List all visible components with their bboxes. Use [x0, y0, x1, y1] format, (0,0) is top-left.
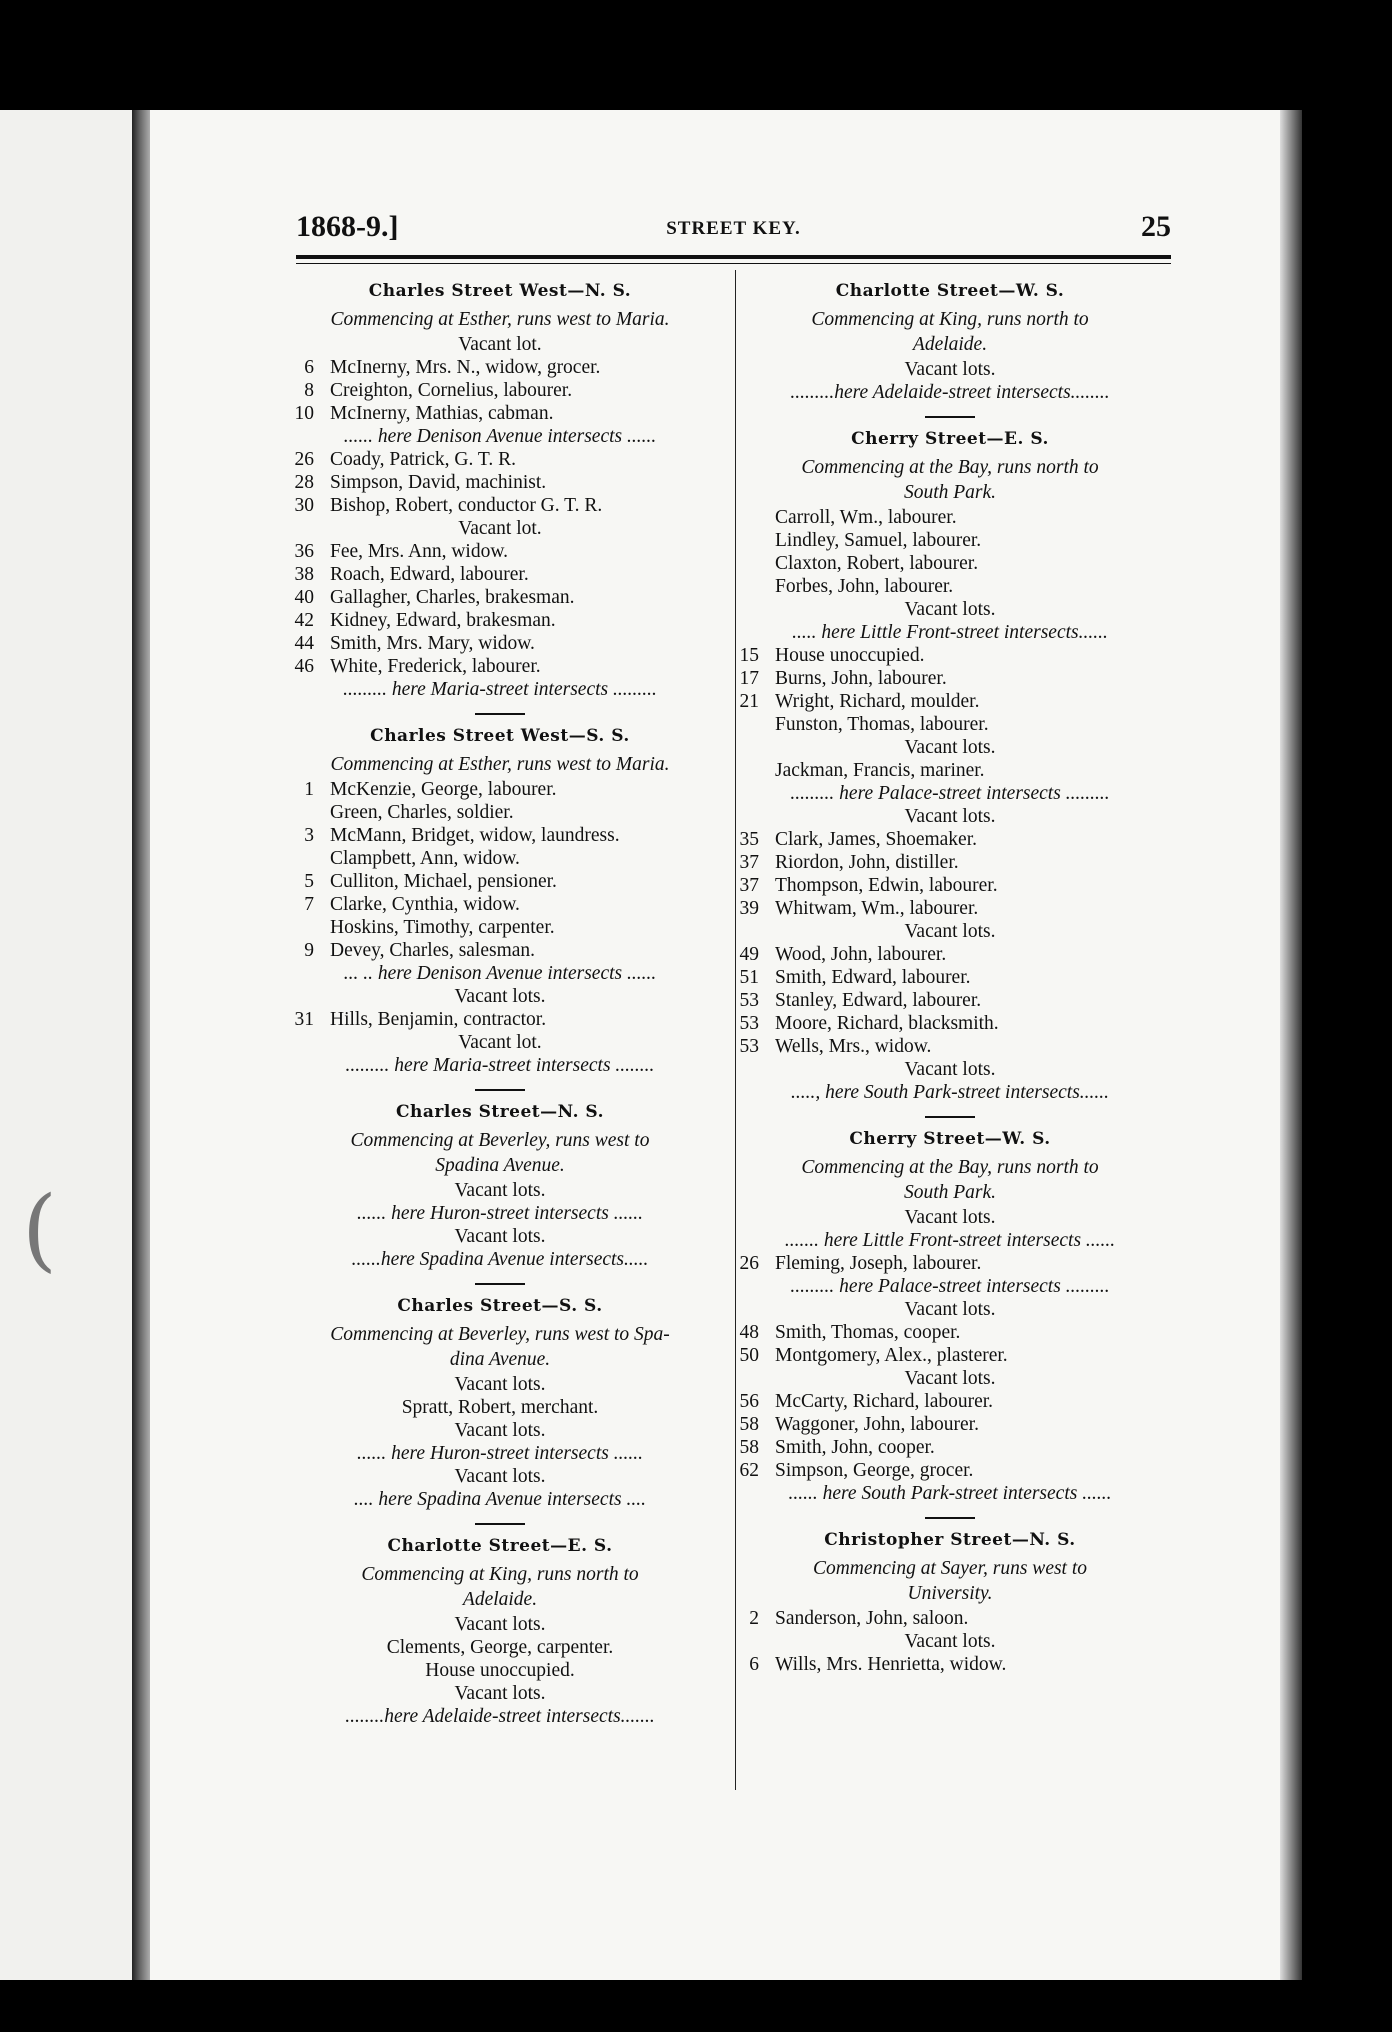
resident-entry: [725, 1321, 1175, 1344]
house-number: 15: [739, 645, 759, 666]
street-heading: Cherry Street—E. S.: [851, 429, 1049, 449]
resident-text: Hills, Benjamin, contractor.: [330, 1009, 547, 1030]
resident-text: Lindley, Samuel, labourer.: [775, 530, 982, 551]
resident-text: Wills, Mrs. Henrietta, widow.: [775, 1654, 1007, 1675]
street-description: Spadina Avenue.: [435, 1155, 565, 1176]
resident-entry: [725, 575, 1175, 598]
resident-text: Clampbett, Ann, widow.: [330, 848, 520, 869]
resident-entry: [725, 506, 1175, 529]
resident-entry: [725, 989, 1175, 1012]
house-number: 53: [739, 1036, 759, 1057]
house-number: 58: [739, 1437, 759, 1458]
resident-entry: [280, 402, 720, 425]
resident-text: Wright, Richard, moulder.: [775, 691, 980, 712]
resident-text: Creighton, Cornelius, labourer.: [330, 380, 573, 401]
resident-text: Whitwam, Wm., labourer.: [775, 898, 979, 919]
intersection-line: ........here Adelaide-street intersects.......: [345, 1706, 655, 1727]
resident-entry: [725, 851, 1175, 874]
house-number: 9: [304, 940, 314, 961]
resident-entry: [725, 1252, 1175, 1275]
street-description: Commencing at Beverley, runs west to Spa-: [330, 1324, 670, 1345]
street-heading: Charlotte Street—E. S.: [387, 1536, 613, 1556]
resident-entry: [725, 828, 1175, 851]
resident-text: Culliton, Michael, pensioner.: [330, 871, 557, 892]
resident-entry: [280, 655, 720, 678]
street-heading: Charles Street West—N. S.: [368, 281, 632, 301]
entry-line: Vacant lots.: [904, 737, 996, 758]
house-number: 46: [294, 656, 314, 677]
street-description: Commencing at Sayer, runs west to: [812, 1558, 1088, 1579]
resident-entry: [280, 824, 720, 847]
header-title: STREET KEY.: [666, 218, 801, 239]
house-number: 36: [294, 541, 314, 562]
house-number: 7: [304, 894, 314, 915]
resident-text: Sanderson, John, saloon.: [775, 1608, 969, 1629]
entry-line: Vacant lots.: [904, 806, 996, 827]
house-number: 26: [739, 1253, 759, 1274]
entry-line: House unoccupied.: [425, 1660, 575, 1681]
street-description: Commencing at Beverley, runs west to: [350, 1130, 650, 1151]
resident-entry: [280, 379, 720, 402]
resident-entry: [280, 916, 720, 939]
page-number: 25: [1141, 210, 1171, 243]
resident-text: Smith, Thomas, cooper.: [775, 1322, 961, 1343]
street-description: Commencing at King, runs north to: [811, 309, 1089, 330]
resident-text: McKenzie, George, labourer.: [330, 779, 557, 800]
entry-line: Clements, George, carpenter.: [386, 1637, 614, 1658]
resident-text: Forbes, John, labourer.: [775, 576, 954, 597]
house-number: 44: [294, 633, 314, 654]
facing-page-edge: [0, 110, 150, 1980]
resident-text: Funston, Thomas, labourer.: [775, 714, 989, 735]
intersection-line: ...... here Denison Avenue intersects ......: [343, 426, 657, 447]
resident-text: Smith, John, cooper.: [775, 1437, 935, 1458]
section-separator: [475, 713, 525, 715]
street-description: Adelaide.: [912, 334, 988, 355]
intersection-line: ....... here Little Front-street intersects ......: [784, 1230, 1116, 1251]
resident-text: Wood, John, labourer.: [775, 944, 947, 965]
house-number: 40: [294, 587, 314, 608]
street-description: Commencing at King, runs north to: [361, 1564, 639, 1585]
entry-line: Vacant lot.: [458, 518, 542, 539]
entry-line: Spratt, Robert, merchant.: [401, 1397, 599, 1418]
resident-entry: [725, 874, 1175, 897]
street-heading: Charles Street—N. S.: [395, 1102, 605, 1122]
resident-entry: [725, 1413, 1175, 1436]
entry-line: Vacant lots.: [904, 1059, 996, 1080]
margin-bracket-mark: (: [22, 1177, 58, 1282]
resident-text: McInerny, Mathias, cabman.: [330, 403, 554, 424]
house-number: 37: [739, 875, 759, 896]
street-description: South Park.: [903, 1182, 997, 1203]
resident-entry: [725, 943, 1175, 966]
intersection-line: ...... here Huron-street intersects ......: [357, 1443, 643, 1464]
intersection-line: ......... here Palace-street intersects .........: [790, 783, 1110, 804]
house-number: 38: [294, 564, 314, 585]
resident-text: Fleming, Joseph, labourer.: [775, 1253, 982, 1274]
resident-text: Kidney, Edward, brakesman.: [330, 610, 556, 631]
section-separator: [475, 1523, 525, 1525]
resident-entry: [725, 1459, 1175, 1482]
entry-line: Vacant lots.: [454, 986, 546, 1007]
resident-text: Clarke, Cynthia, widow.: [330, 894, 520, 915]
house-number: 53: [739, 990, 759, 1011]
resident-text: Waggoner, John, labourer.: [775, 1414, 979, 1435]
intersection-line: .... here Spadina Avenue intersects ....: [354, 1489, 646, 1510]
resident-entry: [280, 801, 720, 824]
intersection-line: ....., here South Park-street intersects......: [790, 1082, 1110, 1103]
intersection-line: ...... here South Park-street intersects ......: [788, 1483, 1112, 1504]
resident-entry: [725, 644, 1175, 667]
resident-text: House unoccupied.: [775, 645, 925, 666]
header-rule: [296, 255, 1171, 259]
house-number: 51: [739, 967, 759, 988]
resident-entry: [280, 494, 720, 517]
entry-line: Vacant lots.: [904, 1368, 996, 1389]
resident-text: Riordon, John, distiller.: [775, 852, 959, 873]
resident-entry: [725, 529, 1175, 552]
intersection-line: .........here Adelaide-street intersects........: [790, 382, 1110, 403]
resident-text: Simpson, David, machinist.: [330, 472, 547, 493]
resident-text: Burns, John, labourer.: [775, 668, 947, 689]
street-description: University.: [907, 1583, 993, 1604]
resident-entry: [725, 552, 1175, 575]
resident-entry: [725, 1035, 1175, 1058]
resident-text: Green, Charles, soldier.: [330, 802, 514, 823]
page-edge: [1280, 110, 1302, 1980]
resident-entry: [725, 1012, 1175, 1035]
resident-entry: [280, 632, 720, 655]
house-number: 26: [294, 449, 314, 470]
entry-line: Vacant lots.: [454, 1420, 546, 1441]
resident-entry: [280, 540, 720, 563]
house-number: 37: [739, 852, 759, 873]
street-description: Adelaide.: [462, 1589, 538, 1610]
house-number: 6: [304, 357, 314, 378]
resident-text: Moore, Richard, blacksmith.: [775, 1013, 999, 1034]
book-gutter: [132, 110, 152, 1980]
house-number: 39: [739, 898, 759, 919]
resident-text: Coady, Patrick, G. T. R.: [330, 449, 516, 470]
resident-text: McInerny, Mrs. N., widow, grocer.: [330, 357, 601, 378]
street-heading: Charlotte Street—W. S.: [835, 281, 1065, 301]
street-heading: Charles Street West—S. S.: [370, 726, 630, 746]
house-number: 8: [304, 380, 314, 401]
resident-entry: [725, 1653, 1175, 1676]
entry-line: Vacant lot.: [458, 334, 542, 355]
resident-entry: [280, 356, 720, 379]
section-separator: [475, 1283, 525, 1285]
intersection-line: ......... here Maria-street intersects ........: [345, 1055, 655, 1076]
left-column: [280, 270, 720, 1728]
house-number: 48: [739, 1322, 759, 1343]
street-description: dina Avenue.: [449, 1349, 551, 1370]
resident-text: Hoskins, Timothy, carpenter.: [330, 917, 555, 938]
house-number: 30: [294, 495, 314, 516]
entry-line: Vacant lots.: [454, 1466, 546, 1487]
house-number: 2: [749, 1608, 759, 1629]
resident-text: Devey, Charles, salesman.: [330, 940, 536, 961]
house-number: 31: [294, 1009, 314, 1030]
intersection-line: ... .. here Denison Avenue intersects ......: [343, 963, 657, 984]
entry-line: Vacant lot.: [458, 1032, 542, 1053]
street-heading: Charles Street—S. S.: [397, 1296, 603, 1316]
entry-line: Vacant lots.: [904, 1299, 996, 1320]
house-number: 17: [739, 668, 759, 689]
street-description: Commencing at Esther, runs west to Maria.: [330, 754, 670, 775]
house-number: 21: [739, 691, 759, 712]
resident-text: Montgomery, Alex., plasterer.: [775, 1345, 1008, 1366]
house-number: 42: [294, 610, 314, 631]
resident-entry: [725, 1344, 1175, 1367]
entry-line: Vacant lots.: [454, 1683, 546, 1704]
intersection-line: ...... here Huron-street intersects ......: [357, 1203, 643, 1224]
header-year: 1868-9.]: [296, 210, 399, 243]
house-number: 3: [304, 825, 314, 846]
resident-text: McMann, Bridget, widow, laundress.: [330, 825, 620, 846]
resident-text: Stanley, Edward, labourer.: [775, 990, 982, 1011]
entry-line: Vacant lots.: [904, 1631, 996, 1652]
running-header: [296, 210, 1171, 250]
house-number: 1: [304, 779, 314, 800]
resident-entry: [725, 966, 1175, 989]
resident-text: Thompson, Edwin, labourer.: [775, 875, 998, 896]
resident-text: Jackman, Francis, mariner.: [775, 760, 985, 781]
resident-text: Fee, Mrs. Ann, widow.: [330, 541, 509, 562]
entry-line: Vacant lots.: [904, 921, 996, 942]
resident-text: Clark, James, Shoemaker.: [775, 829, 977, 850]
street-description: Commencing at the Bay, runs north to: [801, 1157, 1099, 1178]
section-separator: [925, 1116, 975, 1118]
resident-entry: [280, 563, 720, 586]
entry-line: Vacant lots.: [904, 599, 996, 620]
resident-text: Claxton, Robert, labourer.: [775, 553, 979, 574]
entry-line: Vacant lots.: [454, 1374, 546, 1395]
section-separator: [475, 1089, 525, 1091]
resident-entry: [280, 609, 720, 632]
street-description: Commencing at the Bay, runs north to: [801, 457, 1099, 478]
street-heading: Christopher Street—N. S.: [824, 1530, 1076, 1550]
resident-entry: [725, 690, 1175, 713]
resident-text: Bishop, Robert, conductor G. T. R.: [330, 495, 603, 516]
intersection-line: ......... here Palace-street intersects .........: [790, 1276, 1110, 1297]
entry-line: Vacant lots.: [454, 1614, 546, 1635]
resident-entry: [725, 897, 1175, 920]
resident-entry: [280, 893, 720, 916]
resident-entry: [725, 1390, 1175, 1413]
resident-entry: [280, 471, 720, 494]
house-number: 10: [294, 403, 314, 424]
house-number: 50: [739, 1345, 759, 1366]
house-number: 56: [739, 1391, 759, 1412]
house-number: 62: [739, 1460, 759, 1481]
house-number: 53: [739, 1013, 759, 1034]
resident-entry: [280, 939, 720, 962]
section-separator: [925, 1517, 975, 1519]
resident-entry: [725, 759, 1175, 782]
house-number: 6: [749, 1654, 759, 1675]
resident-text: Carroll, Wm., labourer.: [775, 507, 957, 528]
resident-text: Simpson, George, grocer.: [775, 1460, 974, 1481]
resident-entry: [725, 1607, 1175, 1630]
house-number: 5: [304, 871, 314, 892]
entry-line: Vacant lots.: [904, 359, 996, 380]
resident-entry: [280, 448, 720, 471]
section-separator: [925, 416, 975, 418]
resident-text: McCarty, Richard, labourer.: [775, 1391, 994, 1412]
entry-line: Vacant lots.: [454, 1226, 546, 1247]
resident-entry: [725, 667, 1175, 690]
resident-text: Wells, Mrs., widow.: [775, 1036, 932, 1057]
house-number: 49: [739, 944, 759, 965]
entry-line: Vacant lots.: [904, 1207, 996, 1228]
resident-entry: [280, 586, 720, 609]
resident-entry: [280, 1008, 720, 1031]
street-description: Commencing at Esther, runs west to Maria.: [330, 309, 670, 330]
house-number: 35: [739, 829, 759, 850]
resident-entry: [280, 870, 720, 893]
house-number: 58: [739, 1414, 759, 1435]
resident-text: Gallagher, Charles, brakesman.: [330, 587, 575, 608]
house-number: 28: [294, 472, 314, 493]
intersection-line: ......here Spadina Avenue intersects.....: [351, 1249, 649, 1270]
right-column: [725, 270, 1175, 1676]
entry-line: Vacant lots.: [454, 1180, 546, 1201]
resident-entry: [725, 713, 1175, 736]
resident-text: White, Frederick, labourer.: [330, 656, 541, 677]
street-description: South Park.: [903, 482, 997, 503]
resident-text: Smith, Edward, labourer.: [775, 967, 971, 988]
resident-entry: [280, 847, 720, 870]
intersection-line: ..... here Little Front-street intersects......: [792, 622, 1108, 643]
resident-text: Smith, Mrs. Mary, widow.: [330, 633, 535, 654]
intersection-line: ......... here Maria-street intersects .........: [343, 679, 657, 700]
resident-entry: [725, 1436, 1175, 1459]
header-rule-thin: [296, 263, 1171, 264]
street-heading: Cherry Street—W. S.: [849, 1129, 1051, 1149]
resident-entry: [280, 778, 720, 801]
resident-text: Roach, Edward, labourer.: [330, 564, 529, 585]
